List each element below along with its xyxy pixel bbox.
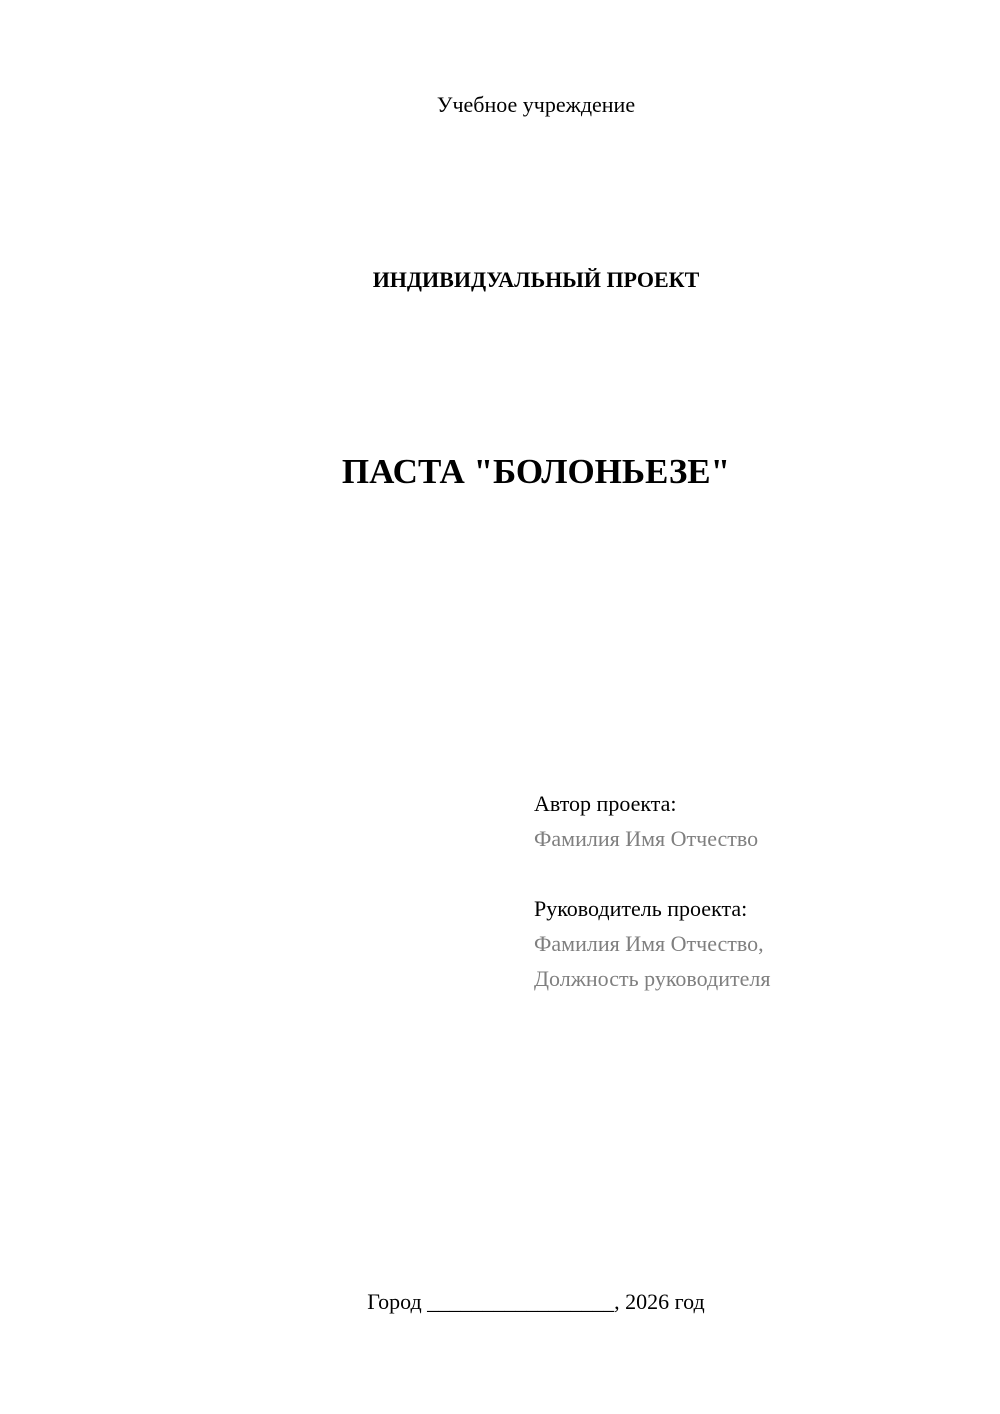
supervisor-position: Должность руководителя xyxy=(534,966,771,991)
project-type-heading: ИНДИВИДУАЛЬНЫЙ ПРОЕКТ xyxy=(372,267,700,292)
author-name: Фамилия Имя Отчество xyxy=(534,826,759,851)
supervisor-name: Фамилия Имя Отчество, xyxy=(534,931,764,956)
author-block xyxy=(534,786,758,856)
author-label: Автор проекта: xyxy=(534,791,677,816)
supervisor-label: Руководитель проекта: xyxy=(534,896,748,921)
supervisor-block xyxy=(534,891,770,996)
project-title: ПАСТА "БОЛОНЬЕЗЕ" xyxy=(341,452,731,491)
institution-name: Учебное учреждение xyxy=(436,92,636,117)
city-year-line: Город _________________, 2026 год xyxy=(367,1289,705,1314)
